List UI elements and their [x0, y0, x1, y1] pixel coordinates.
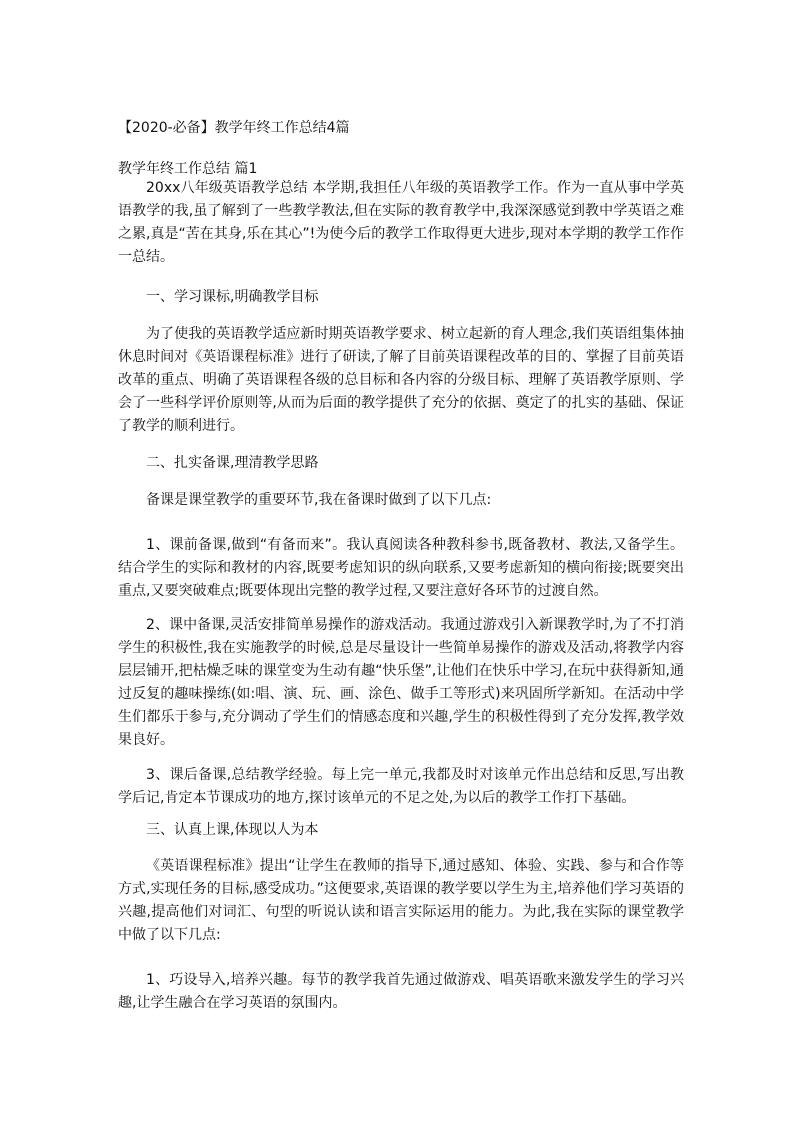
paragraph: 3、课后备课,总结教学经验。每上完一单元,我都及时对该单元作出总结和反思,写出教学后记,肯定本节课成功的地方,探讨该单元的不足之处,为以后的教学工作打下基础。	[118, 767, 684, 806]
document-title: 【2020-必备】教学年终工作总结4篇	[118, 120, 350, 136]
paragraph: 2、课中备课,灵活安排简单易操作的游戏活动。我通过游戏引入新课教学时,为了不打消学生的积极性,我在实施教学的时候,总是尽量设计一些简单易操作的游戏及活动,将教学内容层层铺开,把枯燥乏味的课堂变为生动有趣“快乐堡”,让他们在快乐中学习,在玩中获得新知,通过反复的趣味操练(如:唱、演、玩、画、涂色、做手工等形式)来巩固所学新知。在活动中学生们都乐于参与,充分调动了学生们的情感态度和兴趣,学生的积极性得到了充分发挥,教学效果良好。	[118, 617, 684, 748]
section-heading: 三、认真上课,体现以人为本	[146, 822, 319, 838]
paragraph: 1、巧设导入,培养兴趣。每节的教学我首先通过做游戏、唱英语歌来激发学生的学习兴趣,让学生融合在学习英语的氛围内。	[118, 972, 684, 1011]
paragraph: 《英语课程标准》提出“让学生在教师的指导下,通过感知、体验、实践、参与和合作等方式,实现任务的目标,感受成功。”这便要求,英语课的教学要以学生为主,培养他们学习英语的兴趣,提高他们对词汇、句型的听说认读和语言实际运用的能力。为此,我在实际的课堂教学中做了以下几点:	[118, 858, 684, 943]
paragraph: 备课是课堂教学的重要环节,我在备课时做到了以下几点:	[146, 492, 492, 508]
section-heading: 一、学习课标,明确教学目标	[146, 289, 319, 305]
paragraph: 1、课前备课,做到“有备而来”。我认真阅读各种教科参书,既备教材、教法,又备学生。结合学生的实际和教材的内容,既要考虑知识的纵向联系,又要考虑新知的横向衔接;既要突出重点,又要突破难点;既要体现出完整的教学过程,又要注意好各环节的过渡自然。	[118, 537, 684, 599]
section-heading: 二、扎实备课,理清教学思路	[146, 455, 319, 471]
paragraph: 20xx八年级英语教学总结 本学期,我担任八年级的英语教学工作。作为一直从事中学英语教学的我,虽了解到了一些教学教法,但在实际的教育教学中,我深深感觉到教中学英语之难之累,真是“苦在其身,乐在其心”!为使今后的教学工作取得更大进步,现对本学期的教学工作作一总结。	[118, 180, 684, 265]
paragraph: 为了使我的英语教学适应新时期英语教学要求、树立起新的育人理念,我们英语组集体抽休息时间对《英语课程标准》进行了研读,了解了目前英语课程改革的目的、掌握了目前英语改革的重点、明确了英语课程各级的总目标和各内容的分级目标、理解了英语教学原则、学会了一些科学评价原则等,从而为后面的教学提供了充分的依据、奠定了的扎实的基础、保证了教学的顺利进行。	[118, 326, 684, 434]
section-title: 教学年终工作总结 篇1	[118, 161, 258, 177]
